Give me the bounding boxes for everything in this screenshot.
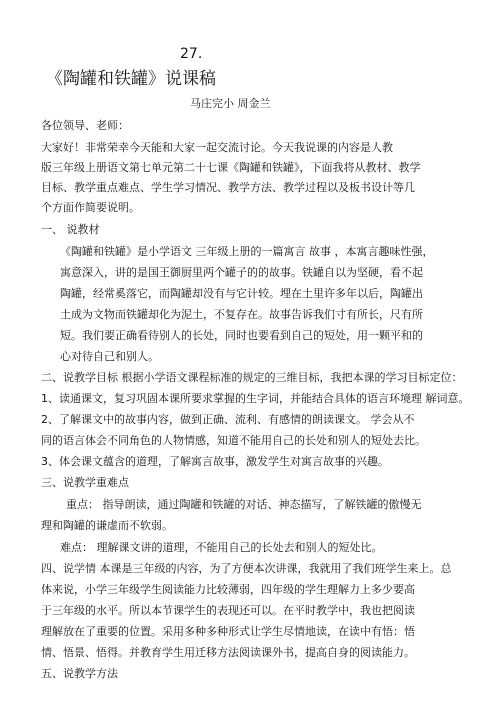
paragraph-line: 《陶罐和铁罐》是小学语文 三年级上册的一篇寓言 故事 ，本寓言趣味性强， [60,245,434,258]
paragraph-line: 陶罐，经常奚落它，而陶罐却没有与它计较。埋在土里许多年以后，陶罐出 [60,287,423,300]
author-line: 马庄完小 周金兰 [190,97,271,110]
paragraph-line: 大家好！非常荣幸今天能和大家一起交流讨论。今天我说课的内容是人教 [41,141,393,154]
section-heading: 三、说教学重难点 [41,476,129,489]
paragraph-line: 同的语言体会不同角色的人物情感，知道不能用自己的长处和别人的短处去比。 [41,434,426,447]
document-title: 《陶罐和铁罐》说课稿 [46,69,216,89]
paragraph-line: 理解放在了重要的位置。采用多种多种形式让学生尽情地读，在读中有悟：悟 [41,625,415,638]
paragraph-line: 2、了解课文中的故事内容，做到正确、流利、有感情的朗读课文。 学会从不 [41,413,415,426]
paragraph-line: 难点： 理解课文讲的道理，不能用自己的长处去和别人的短处比。 [60,541,383,554]
paragraph-line: 土成为文物而铁罐却化为泥土，不复存在。故事告诉我们寸有所长，尺有所 [60,308,423,321]
paragraph-line: 个方面作简要说明。 [41,201,140,214]
paragraph-line: 寓意深入，讲的是国王御厨里两个罐子的的故事。铁罐自以为坚硬，看不起 [60,266,423,279]
paragraph-line: 3、体会课文蕴含的道理，了解寓言故事，激发学生对寓言故事的兴趣。 [41,455,389,468]
paragraph-line: 于三年级的水平。所以本节课学生的表现还可以。在平时教学中，我也把阅读 [41,604,415,617]
paragraph-line: 情、悟景、悟得。并教育学生用迁移方法阅读课外书，提高自身的阅读能力。 [41,646,415,659]
paragraph-line: 重点： 指导朗读，通过陶罐和铁罐的对话、神态描写，了解铁罐的傲慢无 [66,498,422,511]
paragraph-line: 体来说，小学三年级学生阅读能力比较薄弱，四年级的学生理解力上多少要高 [41,583,415,596]
paragraph-line: 目标、教学重点难点、学生学习情况、教学方法、教学过程以及板书设计等几 [41,181,415,194]
section-heading: 五、说教学方法 [41,667,118,680]
lesson-number: 27. [180,46,203,62]
paragraph-line: 1、读通课文，复习巩固本课所要求掌握的生字词，并能结合具体的语言环境理 解词意。 [41,392,470,405]
section-heading: 四、说学情 本课是三年级的内容，为了方便本次讲课，我就用了我们班学生来上。总 [41,562,452,575]
section-heading: 一、 说教材 [41,223,100,236]
greeting-line: 各位领导、老师： [41,119,129,132]
paragraph-line: 理和陶罐的谦虚而不软弱。 [41,519,173,532]
section-heading: 二、说教学目标 根据小学语文课程标准的规定的三维目标，我把本课的学习目标定位： [41,371,463,384]
paragraph-line: 心对待自己和别人。 [60,350,159,363]
paragraph-line: 短。我们要正确看待别人的长处，同时也要看到自己的短处，用一颗平和的 [60,329,423,342]
paragraph-line: 版三年级上册语文第七单元第二十七课《陶罐和铁罐》，下面我将从教材、教学 [41,161,421,174]
